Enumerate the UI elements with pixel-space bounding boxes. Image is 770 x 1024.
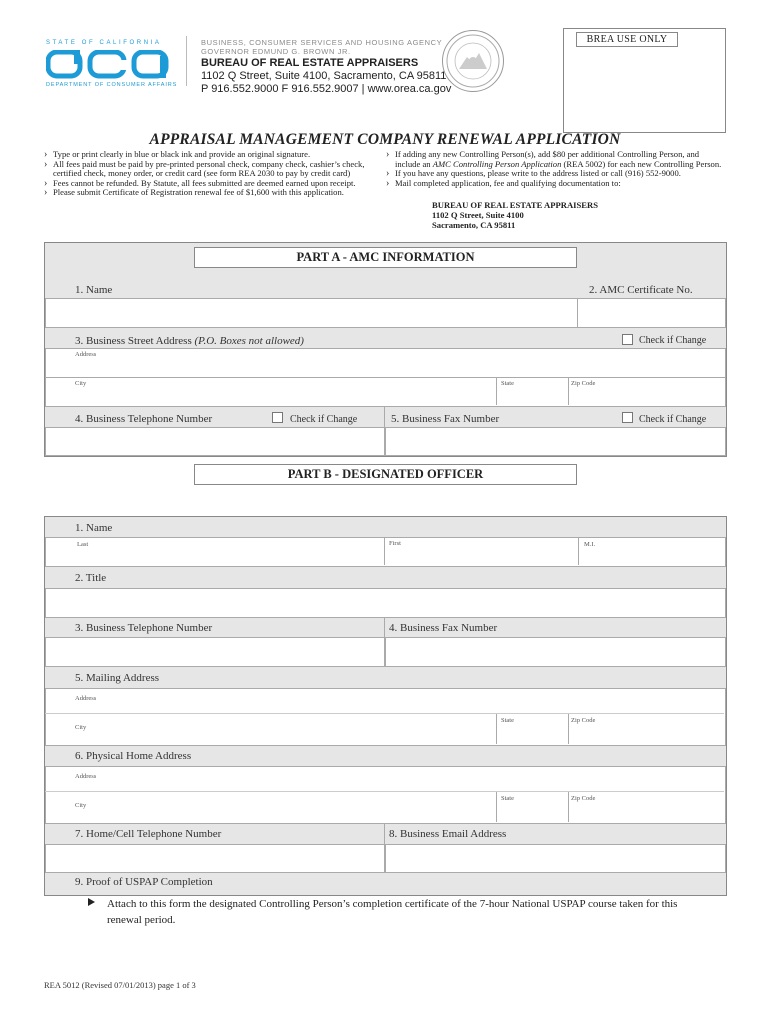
officer-name-label: 1. Name — [75, 522, 113, 534]
home-phone-label: 7. Home/Cell Telephone Number — [75, 828, 222, 840]
business-address-field[interactable] — [45, 348, 726, 378]
last-sublabel: Last — [77, 541, 89, 548]
business-fax-field[interactable] — [385, 427, 726, 456]
amc-name-label: 1. Name — [75, 284, 113, 296]
form-title: APPRAISAL MANAGEMENT COMPANY RENEWAL APPLICATION — [149, 131, 621, 148]
mi-sublabel: M.I. — [584, 541, 596, 548]
mailing-address-label: 5. Mailing Address — [75, 672, 160, 684]
first-mi-divider — [578, 537, 579, 565]
physical-address-label: 6. Physical Home Address — [75, 750, 192, 762]
state-seal-icon — [442, 30, 504, 92]
instruction-item: › Mail completed application, fee and qualifying documentation to: — [386, 179, 726, 189]
home-phone-email-label-divider — [384, 823, 385, 844]
dca-logo — [46, 50, 170, 80]
bureau-phone-web: P 916.552.9000 F 916.552.9007 | www.orea.ca.gov — [201, 83, 452, 95]
amc-cert-field[interactable] — [577, 298, 726, 328]
form-footer: REA 5012 (Revised 07/01/2013) page 1 of 3 — [44, 980, 196, 990]
phone-change-label: Check if Change — [290, 414, 358, 425]
instruction-form-name: AMC Controlling Person Application — [432, 158, 562, 169]
instruction-text: (REA 5002) for each new Controlling Person. — [561, 158, 722, 169]
physical-zip-sublabel: Zip Code — [571, 795, 596, 802]
brea-use-only-label: BREA USE ONLY — [576, 32, 678, 47]
business-address-text: 3. Business Street Address — [75, 335, 195, 347]
business-phone-label: 4. Business Telephone Number — [75, 413, 213, 425]
business-fax-label: 5. Business Fax Number — [391, 413, 500, 425]
bureau-name: BUREAU OF REAL ESTATE APPRAISERS — [201, 57, 419, 69]
mailing-zip-sublabel: Zip Code — [571, 717, 596, 724]
physical-address-rule — [45, 791, 724, 792]
officer-phone-label: 3. Business Telephone Number — [75, 622, 213, 634]
state-sublabel: State — [501, 380, 514, 387]
zip-sublabel: Zip Code — [571, 380, 596, 387]
instruction-item: › If you have any questions, please write to the address listed or call (916) 552-9000. — [386, 169, 726, 179]
po-box-note: (P.O. Boxes not allowed) — [194, 335, 304, 347]
mail-line: Sacramento, CA 95811 — [432, 219, 516, 230]
agency-line: BUSINESS, CONSUMER SERVICES AND HOUSING AGENCY — [201, 38, 443, 47]
address-change-checkbox[interactable] — [622, 334, 633, 345]
governor-line: GOVERNOR EDMUND G. BROWN JR. — [201, 47, 351, 56]
instruction-text: If adding any new Controlling Person(s), add $80 per additional Controlling Person, and include an — [395, 149, 700, 169]
state-of-california-label: STATE OF CALIFORNIA — [46, 40, 162, 46]
part-a-title: PART A - AMC INFORMATION — [194, 247, 577, 268]
fax-change-label: Check if Change — [639, 414, 707, 425]
first-sublabel: First — [389, 540, 401, 547]
fax-change-checkbox[interactable] — [622, 412, 633, 423]
officer-name-field[interactable] — [45, 537, 726, 567]
last-first-divider — [384, 537, 385, 565]
business-address-label — [75, 335, 304, 347]
bureau-address: 1102 Q Street, Suite 4100, Sacramento, CA 95811 — [201, 70, 447, 82]
physical-state-zip-divider — [568, 792, 569, 822]
officer-title-field[interactable] — [45, 588, 726, 618]
mailing-address-rule — [45, 713, 724, 714]
seal-graphic — [443, 31, 503, 91]
physical-address-field[interactable] — [45, 766, 726, 824]
city-sublabel: City — [75, 380, 87, 387]
address-sublabel: Address — [75, 351, 97, 358]
business-city-state-zip-field[interactable] — [45, 377, 726, 407]
instruction-item: › All fees paid must be paid by pre-printed personal check, company check, cashier’s check, certified check, money order, or credit card (see form REA 2030 to pay by credit card) — [44, 160, 384, 179]
business-email-label: 8. Business Email Address — [389, 828, 507, 840]
address-change-label: Check if Change — [639, 335, 707, 346]
home-phone-field[interactable] — [45, 844, 385, 873]
officer-phone-fax-label-divider — [384, 617, 385, 637]
officer-fax-label: 4. Business Fax Number — [389, 622, 498, 634]
mailing-city-state-divider — [496, 714, 497, 744]
mailing-address-field[interactable] — [45, 688, 726, 746]
instruction-item — [386, 150, 726, 169]
mailing-state-sublabel: State — [501, 717, 514, 724]
physical-city-sublabel: City — [75, 802, 87, 809]
officer-phone-field[interactable] — [45, 637, 385, 667]
amc-cert-label: 2. AMC Certificate No. — [589, 284, 693, 296]
instructions-right — [386, 150, 726, 188]
physical-address-sublabel: Address — [75, 773, 97, 780]
dca-logo-mark — [46, 50, 170, 80]
mail-line: 1102 Q Street, Suite 4100 — [432, 209, 524, 220]
officer-fax-field[interactable] — [385, 637, 726, 667]
phone-fax-divider — [384, 407, 385, 427]
uspap-instruction: Attach to this form the designated Controlling Person’s completion certificate of the 7-hour National USPAP course taken for this renewal period. — [107, 898, 678, 926]
part-b-title: PART B - DESIGNATED OFFICER — [194, 464, 577, 485]
phone-change-checkbox[interactable] — [272, 412, 283, 423]
physical-state-sublabel: State — [501, 795, 514, 802]
dept-consumer-affairs-label: DEPARTMENT OF CONSUMER AFFAIRS — [46, 82, 178, 88]
mail-line: BUREAU OF REAL ESTATE APPRAISERS — [432, 200, 599, 210]
state-zip-divider — [568, 377, 569, 405]
business-email-field[interactable] — [385, 844, 726, 873]
triangle-bullet-icon — [88, 898, 95, 906]
instruction-item: › Please submit Certificate of Registration renewal fee of $1,600 with this application. — [44, 188, 384, 198]
business-phone-field[interactable] — [45, 427, 385, 456]
physical-city-state-divider — [496, 792, 497, 822]
header-divider — [186, 36, 187, 86]
mailing-address-sublabel: Address — [75, 695, 97, 702]
mailing-address-block — [432, 201, 598, 230]
mailing-city-sublabel: City — [75, 724, 87, 731]
officer-title-label: 2. Title — [75, 572, 107, 584]
instructions-left — [44, 150, 384, 198]
instruction-item: › Type or print clearly in blue or black ink and provide an original signature. — [44, 150, 384, 160]
city-state-divider — [496, 377, 497, 405]
mailing-state-zip-divider — [568, 714, 569, 744]
uspap-label: 9. Proof of USPAP Completion — [75, 876, 213, 888]
instruction-item: › Fees cannot be refunded. By Statute, all fees submitted are deemed earned upon receipt. — [44, 179, 384, 189]
amc-name-field[interactable] — [45, 298, 578, 328]
